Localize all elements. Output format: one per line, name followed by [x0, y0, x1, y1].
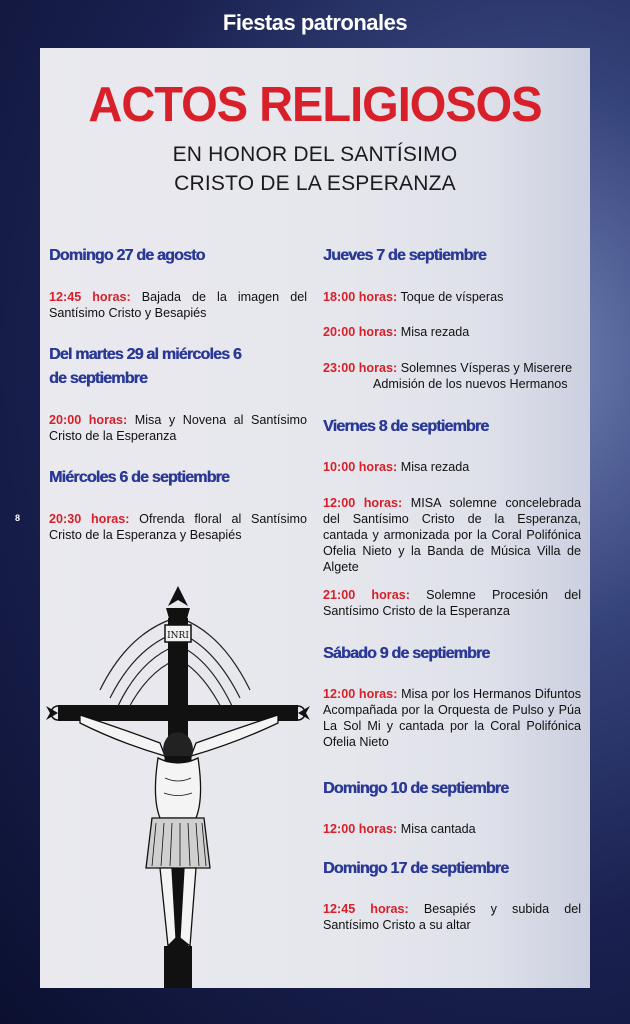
entry-time: 20:00 horas: [323, 325, 398, 339]
entry-text: MISA solemne concelebrada del Santísimo Cristo de la Esperanza, cantada y armonizada por la Coral Polifónica Ofelia Nieto y la Banda de Música Villa de Algete [323, 496, 582, 574]
header-title: Fiestas patronales [222, 10, 408, 35]
schedule-entry [323, 324, 581, 340]
schedule-entry [323, 495, 581, 575]
day-heading: Domingo 10 de septiembre [323, 780, 509, 797]
content-panel [40, 48, 590, 988]
entry-time: 18:00 horas: [323, 290, 398, 304]
entry-time: 10:00 horas: [323, 460, 398, 474]
schedule-entry [49, 511, 307, 543]
entry-time: 20:30 horas: [49, 512, 130, 526]
entry-text-continued: Admisión de los nuevos Hermanos [373, 377, 568, 391]
entry-time: 12:00 horas: [323, 496, 403, 510]
schedule-entry [323, 459, 581, 475]
cross-top-ornament-icon [166, 586, 190, 622]
entry-text: Misa rezada [397, 460, 470, 474]
entry-text: Misa por los Hermanos Difuntos Acompañada por la Orquesta de Pulso y Púa La Sol Mi y cantada por la Coral Polifónica Ofelia Nieto [323, 687, 581, 749]
day-heading [49, 343, 307, 391]
main-title: ACTOS RELIGIOSOS [88, 75, 542, 132]
entry-text: Besapiés y subida del Santísimo Cristo a su altar [323, 902, 581, 932]
schedule-entry [323, 360, 581, 392]
entry-time: 23:00 horas: [323, 361, 398, 375]
schedule-entry [323, 901, 581, 933]
day-heading: Sábado 9 de septiembre [323, 645, 490, 662]
schedule-entry [323, 587, 581, 619]
schedule-entry [323, 289, 581, 305]
entry-time: 12:00 horas: [323, 822, 398, 836]
schedule-entry [49, 289, 307, 321]
entry-text: Ofrenda floral al Santísimo Cristo de la Esperanza y Besapiés [49, 512, 307, 542]
day-heading: Miércoles 6 de septiembre [49, 469, 230, 486]
crucifix-illustration [40, 578, 320, 988]
entry-time: 12:45 horas: [49, 290, 131, 304]
schedule-entry [323, 686, 581, 750]
day-heading: Jueves 7 de septiembre [323, 247, 486, 264]
entry-text: Misa y Novena al Santísimo Cristo de la Esperanza [49, 413, 307, 443]
day-heading: Domingo 27 de agosto [49, 247, 205, 264]
day-heading: Viernes 8 de septiembre [323, 418, 489, 435]
day-heading: Domingo 17 de septiembre [323, 860, 509, 877]
day-heading-line1: Del martes 29 al miércoles 6 [49, 346, 241, 363]
schedule-entry [49, 412, 307, 444]
subtitle-line-2: CRISTO DE LA ESPERANZA [174, 172, 456, 195]
entry-text: Misa rezada [397, 325, 470, 339]
entry-text: Misa cantada [397, 822, 476, 836]
cross-horizontal-beam [58, 705, 298, 721]
entry-text: Bajada de la imagen del Santísimo Cristo y Besapiés [49, 290, 307, 320]
entry-time: 12:45 horas: [323, 902, 409, 916]
day-heading-line2: de septiembre [49, 370, 148, 387]
entry-text: Solemnes Vísperas y Miserere [397, 361, 573, 375]
entry-text: Toque de vísperas [397, 290, 504, 304]
schedule-entry [323, 821, 581, 837]
page-number: 8 [15, 513, 21, 523]
entry-time: 12:00 horas: [323, 687, 398, 701]
entry-text: Solemne Procesión del Santísimo Cristo de la Esperanza [323, 588, 582, 618]
entry-time: 21:00 horas: [323, 588, 410, 602]
inri-label: INRI [167, 631, 189, 641]
entry-time: 20:00 horas: [49, 413, 128, 427]
subtitle-line-1: EN HONOR DEL SANTÍSIMO [172, 143, 458, 166]
